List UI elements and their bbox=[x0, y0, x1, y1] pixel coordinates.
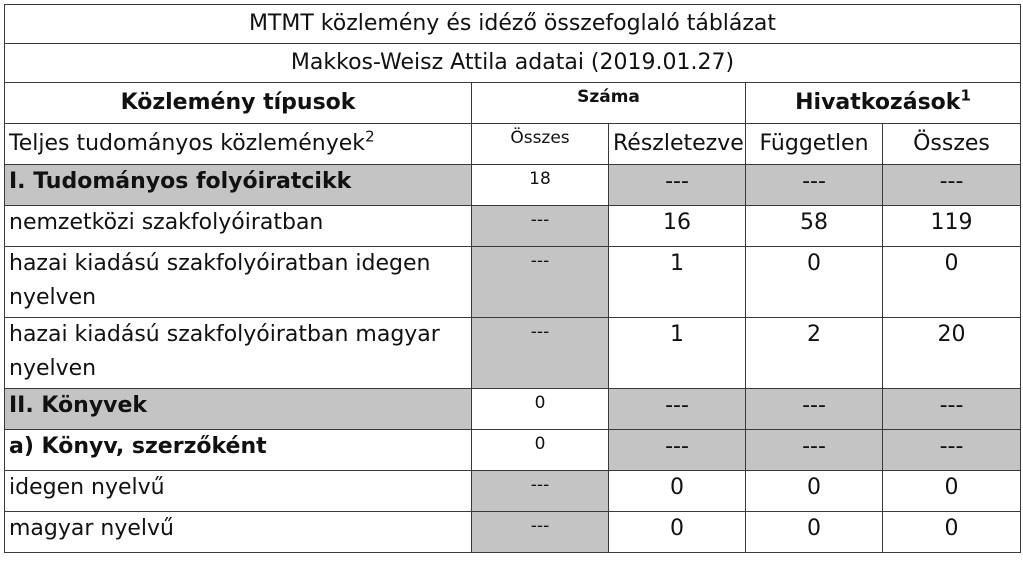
row-independent: 0 bbox=[746, 247, 883, 318]
row-total: --- bbox=[472, 247, 609, 318]
row-all: 0 bbox=[883, 471, 1021, 512]
row-independent: 58 bbox=[746, 206, 883, 247]
subheader-row bbox=[5, 124, 1021, 165]
row-independent: 0 bbox=[746, 512, 883, 553]
row-all: --- bbox=[883, 165, 1021, 206]
row-independent: --- bbox=[746, 430, 883, 471]
header-citations-sup: 1 bbox=[960, 86, 971, 105]
table-row bbox=[5, 471, 1021, 512]
table-row bbox=[5, 206, 1021, 247]
table-row bbox=[5, 247, 1021, 318]
header-count: Száma bbox=[472, 83, 746, 124]
row-detailed: 0 bbox=[609, 512, 746, 553]
row-total: --- bbox=[472, 471, 609, 512]
row-label: hazai kiadású szakfolyóiratban idegen nyelven bbox=[5, 247, 472, 318]
row-label: a) Könyv, szerzőként bbox=[5, 430, 472, 471]
row-detailed: --- bbox=[609, 430, 746, 471]
row-detailed: 1 bbox=[609, 247, 746, 318]
row-all: 0 bbox=[883, 247, 1021, 318]
row-all: 0 bbox=[883, 512, 1021, 553]
table-row bbox=[5, 512, 1021, 553]
row-label: I. Tudományos folyóiratcikk bbox=[5, 165, 472, 206]
row-detailed: --- bbox=[609, 165, 746, 206]
table-title: MTMT közlemény és idéző összefoglaló táblázat bbox=[5, 5, 1021, 44]
subheader-col-all: Összes bbox=[883, 124, 1021, 165]
row-total: --- bbox=[472, 318, 609, 389]
summary-table bbox=[4, 4, 1021, 553]
header-citations-label: Hivatkozások bbox=[795, 90, 961, 115]
row-all: 20 bbox=[883, 318, 1021, 389]
row-total: --- bbox=[472, 512, 609, 553]
row-all: 119 bbox=[883, 206, 1021, 247]
row-independent: --- bbox=[746, 389, 883, 430]
table-subtitle: Makkos-Weisz Attila adatai (2019.01.27) bbox=[5, 44, 1021, 83]
row-label: hazai kiadású szakfolyóiratban magyar nyelven bbox=[5, 318, 472, 389]
table-row bbox=[5, 165, 1021, 206]
title-row bbox=[5, 5, 1021, 44]
row-total: 0 bbox=[472, 430, 609, 471]
subtitle-row bbox=[5, 44, 1021, 83]
header-citations bbox=[746, 83, 1021, 124]
subheader-col-independent: Független bbox=[746, 124, 883, 165]
row-label: II. Könyvek bbox=[5, 389, 472, 430]
header-row bbox=[5, 83, 1021, 124]
row-detailed: 1 bbox=[609, 318, 746, 389]
row-all: --- bbox=[883, 389, 1021, 430]
subheader-col-detailed: Részletezve bbox=[609, 124, 746, 165]
subheader-first bbox=[5, 124, 472, 165]
table-row bbox=[5, 318, 1021, 389]
row-total: --- bbox=[472, 206, 609, 247]
subheader-first-sup: 2 bbox=[365, 127, 375, 146]
subheader-first-label: Teljes tudományos közlemények bbox=[9, 131, 366, 156]
row-detailed: 0 bbox=[609, 471, 746, 512]
row-independent: 0 bbox=[746, 471, 883, 512]
row-total: 0 bbox=[472, 389, 609, 430]
row-total: 18 bbox=[472, 165, 609, 206]
row-label: nemzetközi szakfolyóiratban bbox=[5, 206, 472, 247]
row-all: --- bbox=[883, 430, 1021, 471]
subheader-col-total: Összes bbox=[472, 124, 609, 165]
header-type: Közlemény típusok bbox=[5, 83, 472, 124]
row-detailed: 16 bbox=[609, 206, 746, 247]
row-independent: --- bbox=[746, 165, 883, 206]
table-row bbox=[5, 430, 1021, 471]
row-detailed: --- bbox=[609, 389, 746, 430]
row-independent: 2 bbox=[746, 318, 883, 389]
row-label: magyar nyelvű bbox=[5, 512, 472, 553]
row-label: idegen nyelvű bbox=[5, 471, 472, 512]
table-row bbox=[5, 389, 1021, 430]
